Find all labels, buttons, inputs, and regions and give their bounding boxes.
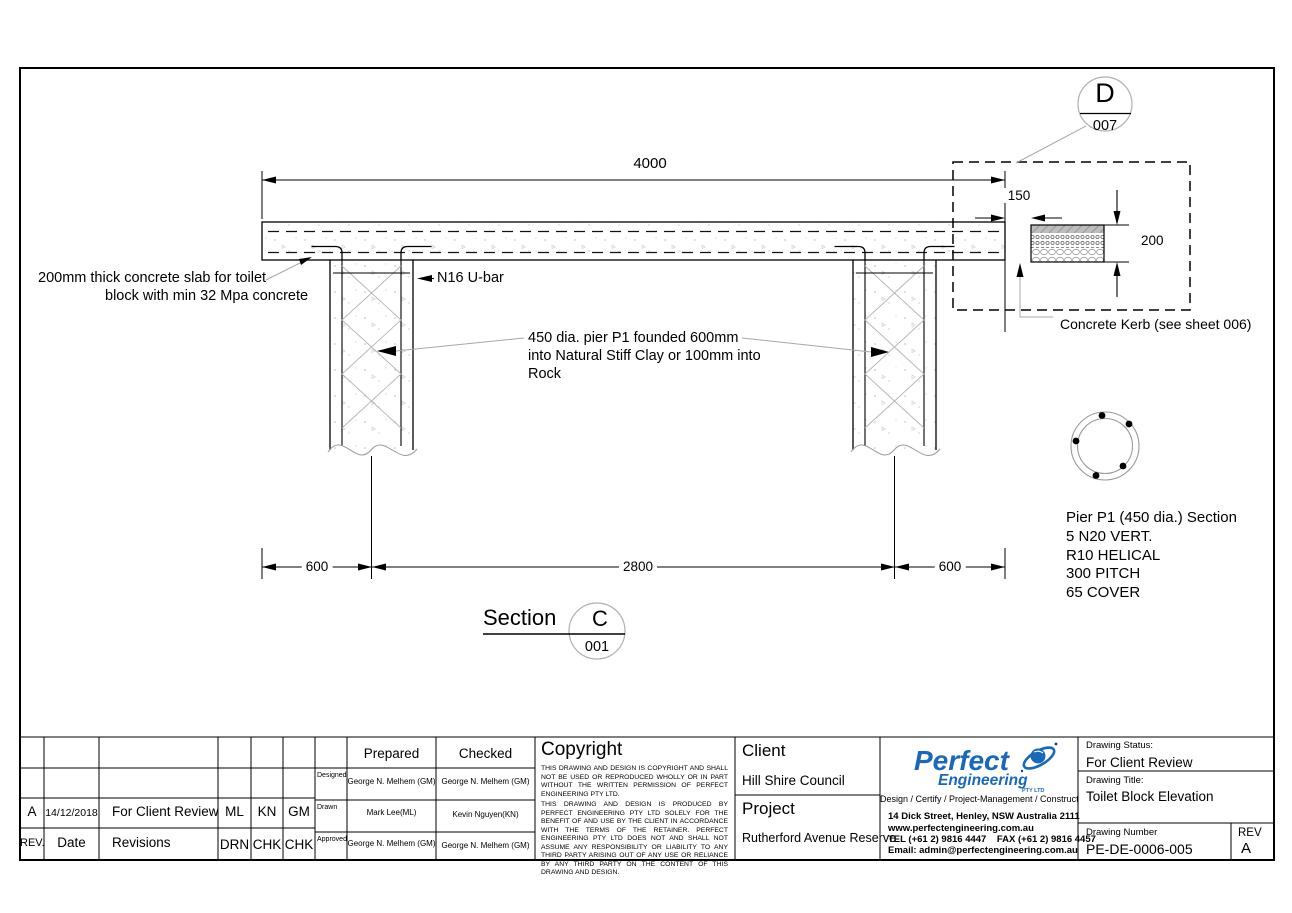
rev-header-date: Date — [57, 835, 86, 850]
kerb-note: Concrete Kerb (see sheet 006) — [1060, 316, 1252, 332]
signoff-approved-prepared: George N. Melhem (GM) — [347, 839, 436, 848]
rev-row-chk2: GM — [288, 804, 310, 819]
rev-header-drn: DRN — [219, 837, 250, 852]
section-letter: C — [592, 606, 608, 631]
dim-span-left: 600 — [302, 559, 333, 574]
client-label: Client — [742, 741, 786, 760]
section-sheet: 001 — [584, 639, 610, 655]
detail-callout-letter: D — [1095, 78, 1115, 108]
drawing-title-value: Toilet Block Elevation — [1086, 789, 1214, 804]
ubar-note: N16 U-bar — [437, 270, 504, 286]
signoff-label-designed: Designed — [317, 772, 347, 779]
company-website: www.perfectengineering.com.au — [888, 823, 1034, 834]
section-label: Section — [483, 605, 557, 630]
signoff-header-checked: Checked — [458, 746, 513, 761]
signoff-label-approved: Approved — [317, 836, 347, 843]
signoff-drawn-checked: Kevin Nguyen(KN) — [452, 810, 519, 819]
signoff-label-drawn: Drawn — [317, 804, 338, 811]
drawing-title-label: Drawing Title: — [1086, 775, 1144, 786]
drawing-number-value: PE-DE-0006-005 — [1086, 841, 1193, 857]
dim-overall: 4000 — [629, 155, 670, 172]
drawing-status-value: For Client Review — [1086, 755, 1193, 770]
rev-row-chk1: KN — [257, 804, 277, 819]
copyright-heading: Copyright — [541, 739, 623, 760]
company-logo-name-bottom: Engineering — [938, 772, 1028, 789]
slab — [262, 222, 1005, 260]
slab-note-line1: 200mm thick concrete slab for toilet — [38, 270, 267, 286]
signoff-header-prepared: Prepared — [363, 746, 420, 761]
dim-span-right: 600 — [935, 559, 966, 574]
pier-left — [312, 247, 432, 580]
project-label: Project — [742, 799, 795, 818]
company-email: Email: admin@perfectengineering.com.au — [888, 845, 1078, 856]
rev-header-chk1: CHK — [252, 837, 282, 852]
client-name: Hill Shire Council — [742, 773, 845, 788]
project-name: Rutherford Avenue Reserve — [742, 831, 897, 845]
dim-span-mid: 2800 — [619, 559, 657, 574]
dim-kerb-inset: 150 — [1004, 188, 1035, 203]
company-phones: TEL (+61 2) 9816 4447 FAX (+61 2) 9816 4457 — [888, 834, 1096, 845]
rev-header-rev: REV. — [20, 837, 45, 849]
company-logo-suffix: PTY LTD — [1022, 788, 1045, 794]
revision-value: A — [1241, 840, 1252, 857]
pier-note-line3: Rock — [528, 366, 562, 382]
detail-callout-sheet: 007 — [1092, 118, 1118, 134]
pier-section-caption: Pier P1 (450 dia.) Section 5 N20 VERT. R10 HELICAL 300 PITCH 65 COVER — [1066, 509, 1237, 602]
satellite-logo-icon — [1012, 738, 1064, 782]
pier-note-line2: into Natural Stiff Clay or 100mm into — [528, 348, 761, 364]
signoff-drawn-prepared: Mark Lee(ML) — [366, 808, 417, 817]
company-address: 14 Dick Street, Henley, NSW Australia 2111 — [888, 811, 1080, 822]
rev-header-chk2: CHK — [284, 837, 314, 852]
drawing-number-label: Drawing Number — [1086, 827, 1158, 838]
company-tagline: Design / Certify / Project-Management / Construct — [880, 794, 1079, 804]
drawing-status-label: Drawing Status: — [1086, 740, 1154, 751]
copyright-para2: THIS DRAWING AND DESIGN IS PRODUCED BY PERFECT ENGINEERING PTY LTD SOLELY FOR THE BENEFIT OF AND USE BY THE CLIENT IN ACCORDANCE WITH THE TERMS OF THE RETAINER. PERFECT ENGINEERING PTY LTD DOES NOT AND SHALL NOT ASSUME ANY RESPONSIBILITY OR LIABILITY TO ANY THIRD PARTY ARISING OUT OF ANY USE OR RELIANCE BY ANY THIRD PARTY ON THE CONTENT OF THIS DRAWING AND DESIGN. — [541, 801, 728, 876]
pier-section-detail — [1071, 412, 1139, 480]
rev-row-description: For Client Review — [112, 804, 219, 819]
signoff-designed-checked: George N. Melhem (GM) — [441, 777, 530, 786]
signoff-approved-checked: George N. Melhem (GM) — [441, 841, 530, 850]
pier-note-line1: 450 dia. pier P1 founded 600mm — [528, 330, 739, 346]
rev-row-date: 14/12/2018 — [45, 807, 98, 819]
revision-label: REV — [1238, 827, 1262, 839]
rev-row-drn: ML — [225, 804, 244, 819]
copyright-para1: THIS DRAWING AND DESIGN IS COPYRIGHT AND SHALL NOT BE USED OR REPRODUCED WHOLLY OR IN PART WITHOUT THE WRITTEN PERMISSION OF PERFECT ENGINEERING PTY LTD. — [541, 765, 728, 798]
signoff-designed-prepared: George N. Melhem (GM) — [347, 777, 436, 786]
rev-row-letter: A — [27, 804, 37, 819]
pier-right — [835, 247, 955, 580]
company-logo-name-top: Perfect — [914, 745, 1009, 776]
rev-header-revisions: Revisions — [112, 835, 171, 850]
dim-kerb-height: 200 — [1141, 233, 1164, 248]
slab-note-line2: block with min 32 Mpa concrete — [105, 288, 309, 304]
